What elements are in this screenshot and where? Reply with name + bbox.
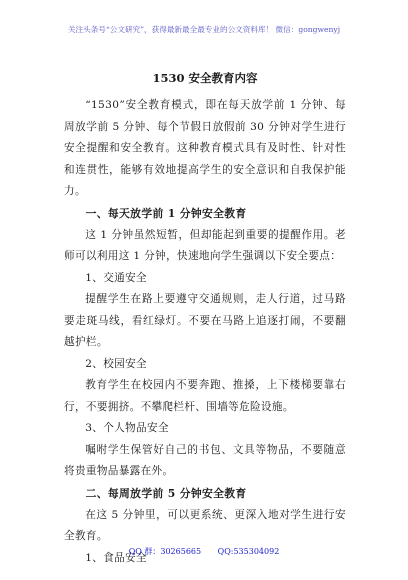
section-heading-daily: 一、每天放学前 1 分钟安全教育 (85, 206, 247, 220)
weekly-intro-paragraph: 在这 5 分钟里，可以更系统、更深入地对学生进行安全教育。 (64, 508, 346, 542)
campus-paragraph: 教育学生在校园内不要奔跑、推搡，上下楼梯要靠右行，不要拥挤。不攀爬栏杆、围墙等危险设施。 (64, 379, 346, 413)
intro-paragraph: “1530”安全教育模式，即在每天放学前 1 分钟、每周放学前 5 分钟、每个节假日放假前 30 分钟对学生进行安全提醒和安全教育。这种教育模式具有及时性、针对性和连贯性，能够有效地提高学生的安全意识和自我保护能力。 (64, 99, 346, 197)
section-heading-weekly: 二、每周放学前 5 分钟安全教育 (85, 486, 247, 500)
belongings-paragraph: 嘱咐学生保管好自己的书包、文具等物品，不要随意将贵重物品暴露在外。 (64, 443, 346, 477)
footer-contact (0, 546, 408, 557)
subheading-campus: 2、校园安全 (85, 357, 147, 370)
document-body (64, 70, 346, 569)
footer-qq: QQ:535304092 (217, 547, 280, 556)
document-title: 1530 安全教育内容 (152, 71, 258, 85)
header-promo-note: 关注头条号“公文研究”，获得最新最全最专业的公文资料库！ 微信：gongwenyj (67, 25, 341, 34)
footer-qq-group: QQ 群：30265665 (128, 547, 202, 556)
subheading-food: 1、食品安全 (85, 551, 147, 564)
subheading-belongings: 3、个人物品安全 (85, 422, 169, 434)
subheading-traffic: 1、交通安全 (85, 271, 147, 284)
traffic-paragraph: 提醒学生在路上要遵守交通规则，走人行道，过马路要走斑马线，看红绿灯。不要在马路上追逐打闹，不要翻越护栏。 (64, 293, 346, 348)
daily-intro-paragraph: 这 1 分钟虽然短暂，但却能起到重要的提醒作用。老师可以利用这 1 分钟，快速地向学生强调以下安全要点： (64, 228, 346, 262)
